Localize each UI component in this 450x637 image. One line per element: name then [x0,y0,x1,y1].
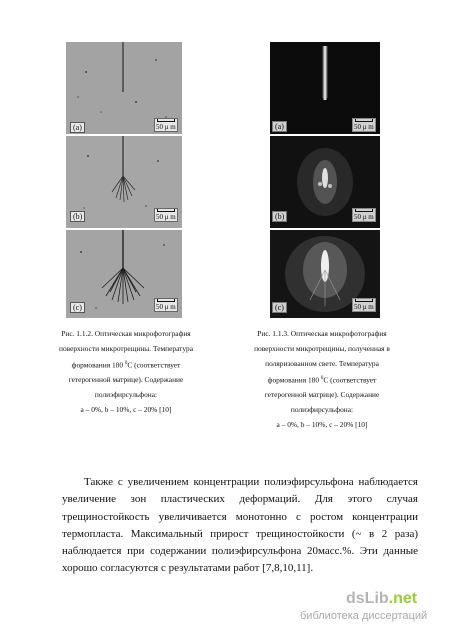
paragraph-line: хорошо согласуются с результатами работ [7,8,10,11]. [62,562,314,575]
panel-tag: (b) [70,211,85,222]
caption-line: формования 180 $^0$С (соответствует [267,375,377,385]
panel-tag: (c) [70,302,85,313]
body-paragraph [62,474,418,578]
paragraph-line: наблюдается при содержании полиэфирсульфона 20масс.%. Эти данные [62,545,418,558]
caption-line: Рис. 1.1.3. Оптическая микрофотография [257,329,387,338]
caption-line: Рис. 1.1.2. Оптическая микрофотография [61,329,191,338]
caption-line: поляризованном свете. Температура [265,359,379,368]
caption-line: а – 0%, b – 10%, c – 20% [10] [80,405,172,415]
scale-bar: 50 μ m [352,118,376,132]
caption-line: поверхности микротрещины. Температура [58,344,193,353]
paragraph-line: Также с увеличением концентрации полиэфирсульфона наблюдается [84,476,418,488]
paragraph-line: термопласта. Максимальный прирост трещиностойкости (~ в 2 раза) [62,527,418,540]
scale-bar: 50 μ m [154,208,178,222]
caption-line: поверхности микротрещины, полученная в [254,344,390,353]
panel-tag: (c) [272,302,287,313]
caption-line: полиэфирсульфона: [290,405,354,415]
paragraph-line: трещиностойкость увеличивается монотонно с ростом концентрации [62,510,418,523]
caption-line: формования 180 $^0$С (соответствует [71,360,181,370]
figure-caption-right [234,326,410,432]
caption-line: гетерогенной матрице). Содержание [264,390,380,400]
watermark-subtitle: библиотека диссертаций [300,610,428,622]
panel-tag: (b) [272,211,287,222]
panel-tag: (a) [272,121,287,132]
caption-line: гетерогенной матрице). Содержание [68,375,184,385]
dslib-logo: dsLib.net [346,590,418,607]
scale-bar: 50 μ m [352,208,376,222]
scale-bar: 50 μ m [154,118,178,132]
scale-bar: 50 μ m [154,298,178,312]
scale-bar: 50 μ m [352,298,376,312]
caption-line: полиэфирсульфона: [94,390,158,400]
paragraph-line: увеличение зон пластических деформаций. Для этого случая [62,493,418,506]
caption-line: а – 0%, b – 10%, c – 20% [10] [276,420,368,430]
figure-caption-left [38,326,214,417]
panel-tag: (a) [70,122,85,133]
